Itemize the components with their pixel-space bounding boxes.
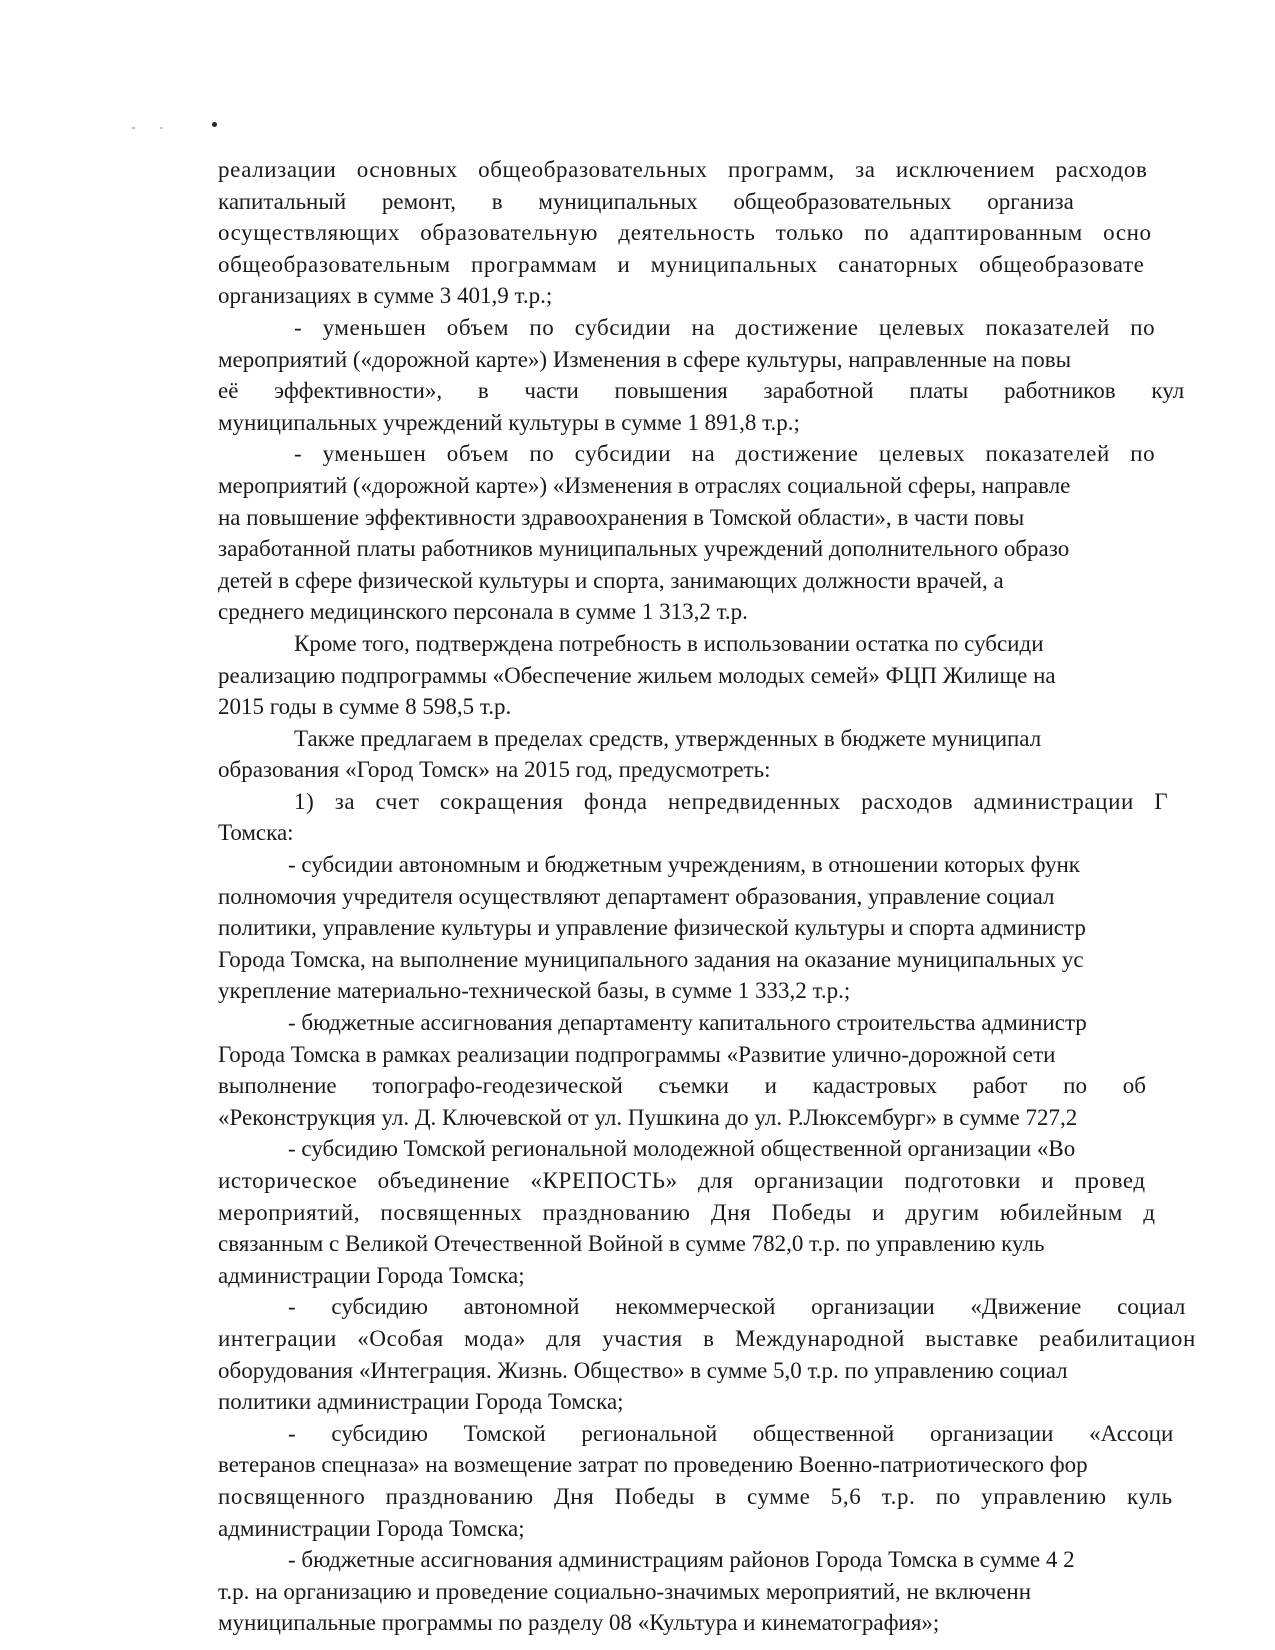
text-line: организациях в сумме 3 401,9 т.р.; <box>218 283 553 309</box>
text-line: Кроме того, подтверждена потребность в использовании остатка по субсиди <box>294 630 1044 656</box>
text-line: историческое объединение «КРЕПОСТЬ» для организации подготовки и провед <box>218 1168 1146 1193</box>
scan-speck <box>132 127 135 129</box>
text-line: Также предлагаем в пределах средств, утвержденных в бюджете муниципал <box>294 725 1042 751</box>
page-mark-dot <box>212 122 217 127</box>
text-line: муниципальных учреждений культуры в сумме 1 891,8 т.р.; <box>218 409 800 435</box>
text-line: реализацию подпрограммы «Обеспечение жильем молодых семей» ФЦП Жилище на <box>218 662 1056 688</box>
text-line: среднего медицинского персонала в сумме 1 313,2 т.р. <box>218 599 748 625</box>
text-line: - субсидию автономной некоммерческой организации «Движение социал <box>288 1294 1186 1320</box>
text-line: Города Томска, на выполнение муниципального задания на оказание муниципальных ус <box>218 946 1084 972</box>
text-line: детей в сфере физической культуры и спорта, занимающих должности врачей, а <box>218 567 1004 593</box>
text-line: политики, управление культуры и управление физической культуры и спорта администр <box>218 915 1086 941</box>
text-line: т.р. на организацию и проведение социально-значимых мероприятий, не включенн <box>218 1578 1032 1604</box>
text-line: на повышение эффективности здравоохранения в Томской области», в части повы <box>218 504 1025 530</box>
text-line: связанным с Великой Отечественной Войной в сумме 782,0 т.р. по управлению куль <box>218 1231 1045 1257</box>
text-line: Томска: <box>218 820 294 846</box>
document-body <box>218 154 1275 1639</box>
text-line: мероприятий («дорожной карте») «Изменения в отраслях социальной сферы, направле <box>218 472 1071 498</box>
text-line: капитальный ремонт, в муниципальных общеобразовательных организа <box>218 188 1074 214</box>
text-line: - субсидию Томской региональной молодежной общественной организации «Во <box>288 1136 1076 1162</box>
text-line: её эффективности», в части повышения заработной платы работников кул <box>218 378 1185 404</box>
text-line: реализации основных общеобразовательных программ, за исключением расходов <box>218 157 1148 182</box>
text-line: администрации Города Томска; <box>218 1262 525 1288</box>
text-line: ветеранов спецназа» на возмещение затрат по проведению Военно-патриотического фор <box>218 1452 1088 1478</box>
text-line: 1) за счет сокращения фонда непредвиденных расходов администрации Г <box>294 788 1169 814</box>
text-line: - уменьшен объем по субсидии на достижение целевых показателей по <box>294 314 1156 340</box>
text-line: Города Томска в рамках реализации подпрограммы «Развитие улично-дорожной сети <box>218 1041 1056 1067</box>
text-line: заработанной платы работников муниципальных учреждений дополнительного образо <box>218 536 1070 562</box>
text-line: осуществляющих образовательную деятельность только по адаптированным осно <box>218 220 1152 246</box>
text-line: муниципальные программы по разделу 08 «Культура и кинематография»; <box>218 1610 940 1636</box>
text-line: политики администрации Города Томска; <box>218 1389 624 1415</box>
text-line: - субсидию Томской региональной общественной организации «Ассоци <box>288 1420 1174 1446</box>
text-line: администрации Города Томска; <box>218 1515 525 1541</box>
text-line: - бюджетные ассигнования департаменту капитального строительства администр <box>288 1010 1087 1036</box>
text-line: посвященного празднованию Дня Победы в сумме 5,6 т.р. по управлению куль <box>218 1483 1173 1509</box>
text-line: - субсидии автономным и бюджетным учреждениям, в отношении которых функ <box>288 852 1080 878</box>
text-line: полномочия учредителя осуществляют департамент образования, управление социал <box>218 883 1055 909</box>
text-line: мероприятий, посвященных празднованию Дня Победы и другим юбилейным д <box>218 1199 1156 1225</box>
text-line: образования «Город Томск» на 2015 год, предусмотреть: <box>218 757 771 783</box>
text-line: общеобразовательным программам и муниципальных санаторных общеобразовате <box>218 251 1145 277</box>
text-line: оборудования «Интеграция. Жизнь. Общество» в сумме 5,0 т.р. по управлению социал <box>218 1357 1068 1383</box>
text-line: интеграции «Особая мода» для участия в Международной выставке реабилитацион <box>218 1325 1196 1351</box>
text-line: выполнение топографо-геодезической съемки и кадастровых работ по об <box>218 1073 1146 1099</box>
text-line: мероприятий («дорожной карте») Изменения в сфере культуры, направленные на повы <box>218 346 1072 372</box>
text-line: - уменьшен объем по субсидии на достижение целевых показателей по <box>294 441 1156 467</box>
text-line: «Реконструкция ул. Д. Ключевской от ул. Пушкина до ул. Р.Люксембург» в сумме 727,2 <box>218 1104 1078 1130</box>
text-line: укрепление материально-технической базы, в сумме 1 333,2 т.р.; <box>218 978 851 1004</box>
text-line: - бюджетные ассигнования администрациям районов Города Томска в сумме 4 2 <box>288 1547 1075 1573</box>
scan-speck <box>160 127 163 129</box>
text-line: 2015 годы в сумме 8 598,5 т.р. <box>218 694 512 720</box>
